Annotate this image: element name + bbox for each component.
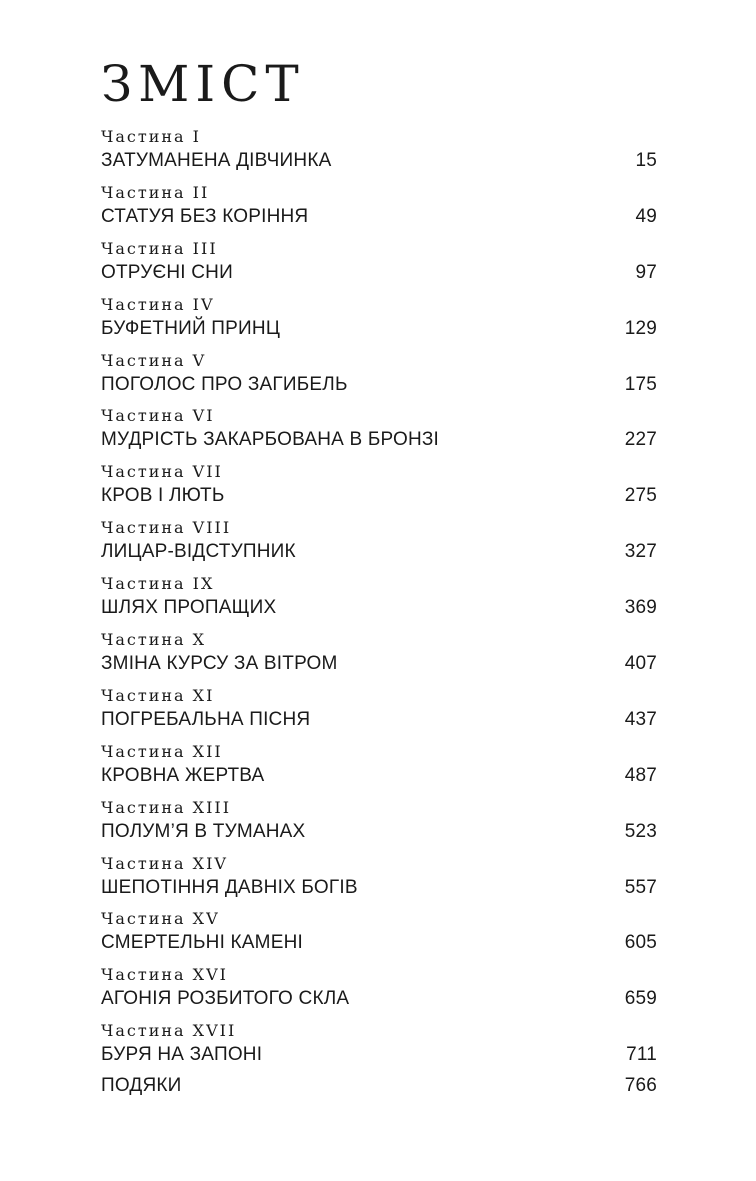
- page-number: 369: [624, 597, 657, 619]
- chapter-title: ОТРУЄНІ СНИ: [101, 261, 233, 283]
- part-label: Частина V: [101, 350, 207, 370]
- part-label: Частина III: [101, 238, 218, 258]
- part-label: Частина II: [101, 182, 210, 202]
- chapter-title: АГОНІЯ РОЗБИТОГО СКЛА: [101, 988, 350, 1010]
- page-title: ЗМІСТ: [101, 55, 305, 113]
- chapter-row[interactable]: [101, 540, 657, 564]
- part-label: Частина VI: [101, 406, 215, 426]
- chapter-row[interactable]: [101, 428, 657, 452]
- page-number: 129: [624, 317, 657, 339]
- toc-entry: [101, 854, 657, 910]
- part-label: Частина VII: [101, 462, 223, 482]
- chapter-title: КРОВ І ЛЮТЬ: [101, 485, 225, 507]
- part-label: Частина XI: [101, 685, 215, 705]
- chapter-title: ШЕПОТІННЯ ДАВНІХ БОГІВ: [101, 876, 358, 898]
- acknowledgements-row[interactable]: [101, 1074, 657, 1098]
- page-number: 605: [624, 932, 657, 954]
- chapter-title: ЛИЦАР-ВІДСТУПНИК: [101, 541, 296, 563]
- chapter-row[interactable]: [101, 373, 657, 397]
- chapter-row[interactable]: [101, 764, 657, 788]
- page-number: 487: [624, 764, 657, 786]
- chapter-row[interactable]: [101, 1043, 657, 1067]
- toc-entry: [101, 686, 657, 742]
- chapter-row[interactable]: [101, 931, 657, 955]
- chapter-row[interactable]: [101, 652, 657, 676]
- part-label: Частина X: [101, 630, 207, 650]
- page-number: 523: [624, 820, 657, 842]
- toc-entry: [101, 127, 657, 183]
- toc-entry: [101, 406, 657, 462]
- toc-entry: [101, 518, 657, 574]
- part-label: Частина VIII: [101, 518, 232, 538]
- chapter-title: КРОВНА ЖЕРТВА: [101, 764, 265, 786]
- chapter-title: МУДРІСТЬ ЗАКАРБОВАНА В БРОНЗІ: [101, 429, 440, 451]
- chapter-row[interactable]: [101, 317, 657, 341]
- chapter-title: БУФЕТНИЙ ПРИНЦ: [101, 317, 281, 339]
- toc-entry: [101, 630, 657, 686]
- page-number: 275: [624, 485, 657, 507]
- chapter-title: ПОГОЛОС ПРО ЗАГИБЕЛЬ: [101, 373, 348, 395]
- chapter-row[interactable]: [101, 987, 657, 1011]
- chapter-row[interactable]: [101, 261, 657, 285]
- chapter-row[interactable]: [101, 820, 657, 844]
- toc-entry: [101, 1021, 657, 1077]
- chapter-title: ЗМІНА КУРСУ ЗА ВІТРОМ: [101, 653, 338, 675]
- chapter-row[interactable]: [101, 596, 657, 620]
- page-number: 49: [635, 205, 657, 227]
- chapter-title: БУРЯ НА ЗАПОНІ: [101, 1044, 263, 1066]
- toc-entry: [101, 462, 657, 518]
- part-label: Частина XIV: [101, 853, 228, 873]
- toc-entry: [101, 295, 657, 351]
- chapter-row[interactable]: [101, 205, 657, 229]
- page-number: 327: [624, 541, 657, 563]
- part-label: Частина I: [101, 127, 201, 146]
- part-label: Частина IV: [101, 294, 215, 314]
- acknowledgements-title: ПОДЯКИ: [101, 1075, 182, 1096]
- toc-entry: [101, 909, 657, 965]
- table-of-contents: [101, 127, 657, 1077]
- chapter-title: ПОЛУМ’Я В ТУМАНАХ: [101, 820, 306, 842]
- toc-entry: [101, 239, 657, 295]
- chapter-title: ЗАТУМАНЕНА ДІВЧИНКА: [101, 150, 332, 171]
- page-number: 711: [626, 1044, 657, 1066]
- page-number: 15: [635, 150, 657, 171]
- page-number: 766: [624, 1075, 657, 1096]
- chapter-title: ШЛЯХ ПРОПАЩИХ: [101, 597, 277, 619]
- chapter-row[interactable]: [101, 484, 657, 508]
- part-label: Частина XVII: [101, 1021, 237, 1041]
- toc-entry: [101, 965, 657, 1021]
- toc-entry: [101, 742, 657, 798]
- page-number: 97: [635, 261, 657, 283]
- chapter-row[interactable]: [101, 149, 657, 173]
- page-number: 407: [624, 653, 657, 675]
- page-number: 437: [624, 708, 657, 730]
- toc-entry: [101, 574, 657, 630]
- part-label: Частина XIII: [101, 797, 232, 817]
- part-label: Частина XVI: [101, 965, 228, 985]
- chapter-row[interactable]: [101, 876, 657, 900]
- page-number: 175: [624, 373, 657, 395]
- page-number: 227: [624, 429, 657, 451]
- toc-entry: [101, 183, 657, 239]
- toc-entry: [101, 798, 657, 854]
- chapter-title: ПОГРЕБАЛЬНА ПІСНЯ: [101, 708, 311, 730]
- part-label: Частина XII: [101, 741, 223, 761]
- page-number: 659: [624, 988, 657, 1010]
- page-number: 557: [624, 876, 657, 898]
- part-label: Частина XV: [101, 909, 220, 929]
- chapter-title: СМЕРТЕЛЬНІ КАМЕНІ: [101, 932, 303, 954]
- chapter-title: СТАТУЯ БЕЗ КОРІННЯ: [101, 205, 309, 227]
- part-label: Частина IX: [101, 574, 215, 594]
- toc-entry: [101, 351, 657, 407]
- chapter-row[interactable]: [101, 708, 657, 732]
